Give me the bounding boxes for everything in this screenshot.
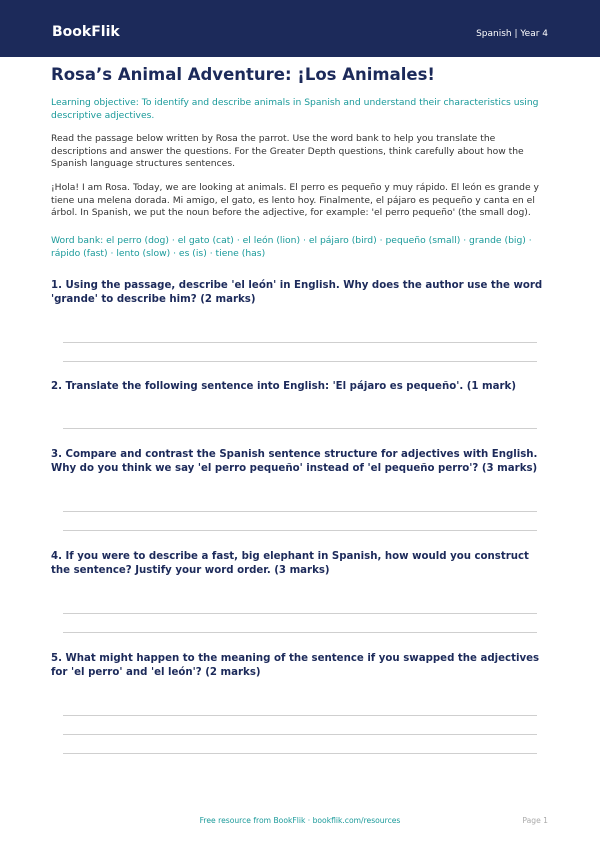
answer-line[interactable] bbox=[63, 753, 537, 754]
instructions-paragraph: Read the passage below written by Rosa the parrot. Use the word bank to help you translate the descriptions and answer the questions. For the Greater Depth questions, think carefully about how the Spanish language structures sentences. bbox=[51, 133, 524, 169]
footer-text: Free resource from BookFlik · bookflik.com/resources bbox=[199, 816, 401, 825]
word-bank: Word bank: el perro (dog) · el gato (cat) · el león (lion) · el pájaro (bird) · pequeño (small) · grande (big) · rápido (fast) · lento (slow) · es (is) · tiene (has) bbox=[51, 235, 532, 259]
answer-line[interactable] bbox=[63, 613, 537, 614]
brand-logo[interactable]: BookFlik bbox=[52, 24, 120, 40]
answer-line[interactable] bbox=[63, 632, 537, 633]
answer-line[interactable] bbox=[63, 361, 537, 362]
answer-line[interactable] bbox=[63, 530, 537, 531]
subject-year-label: Spanish | Year 4 bbox=[476, 29, 548, 39]
question-5: 5. What might happen to the meaning of the sentence if you swapped the adjectives for 'el perro' and 'el león'? (2 marks) bbox=[51, 653, 540, 678]
answer-line[interactable] bbox=[63, 715, 537, 716]
answer-line[interactable] bbox=[63, 342, 537, 343]
answer-line[interactable] bbox=[63, 428, 537, 429]
question-2: 2. Translate the following sentence into English: 'El pájaro es pequeño'. (1 mark) bbox=[51, 381, 516, 392]
page-title: Rosa’s Animal Adventure: ¡Los Animales! bbox=[51, 65, 435, 84]
question-3: 3. Compare and contrast the Spanish sentence structure for adjectives with English. Why do you think we say 'el perro pequeño' instead of 'el pequeño perro'? (3 marks) bbox=[51, 449, 538, 474]
question-4: 4. If you were to describe a fast, big elephant in Spanish, how would you construct the sentence? Justify your word order. (3 marks) bbox=[51, 551, 529, 576]
question-1: 1. Using the passage, describe 'el león' in English. Why does the author use the word 'grande' to describe him? (2 marks) bbox=[51, 280, 543, 305]
answer-line[interactable] bbox=[63, 734, 537, 735]
header-bar bbox=[0, 0, 600, 57]
passage-paragraph: ¡Hola! I am Rosa. Today, we are looking at animals. El perro es pequeño y muy rápido. El león es grande y tiene una melena dorada. Mi amigo, el gato, es lento hoy. Finalmente, el pájaro es pequeño y canta en el árbol. In Spanish, we put the noun before the adjective, for example: 'el perro pequeño' (the small dog). bbox=[51, 182, 539, 218]
page-number: Page 1 bbox=[522, 816, 548, 825]
learning-objective: Learning objective: To identify and describe animals in Spanish and understand their characteristics using descriptive adjectives. bbox=[51, 97, 539, 121]
answer-line[interactable] bbox=[63, 511, 537, 512]
